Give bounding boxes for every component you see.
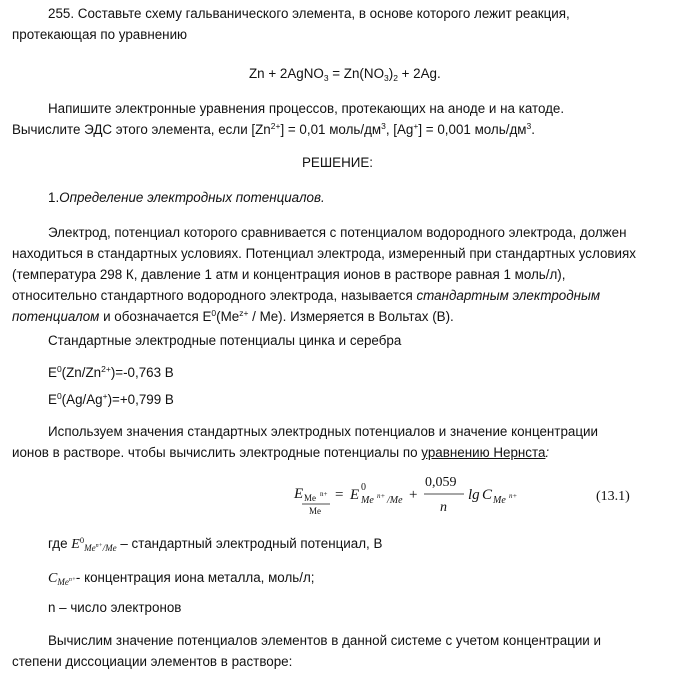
- formula-e-sub-nplus: n+: [320, 490, 328, 498]
- formula-equals: =: [335, 487, 344, 503]
- step-1-title: 1.Определение электродных потенциалов.: [48, 190, 325, 205]
- reaction-equation: Zn + 2AgNO$_3$ = $Zn(NO_3)_2 + 2Ag$.: [249, 66, 441, 83]
- formula-e0-sub-me: Me: [361, 495, 374, 506]
- formula-e-sub-me-bottom: Me: [309, 506, 321, 516]
- formula-e-sub-me: Me: [304, 493, 316, 503]
- paragraph-1-line-5: потенциалом и обозначается $E^0(Me^{z+} / Me)$. Измеряется в Вольтах (В).: [12, 308, 454, 324]
- formula-denominator: n: [440, 500, 447, 515]
- paragraph-1-line-2: находиться в стандартных условиях. Потенциал электрода, измеренный при стандартных условиях: [12, 246, 636, 261]
- paragraph-1-line-3: (температура 298 К, давление 1 атм и концентрация ионов в растворе равная 1 моль/л),: [12, 267, 566, 282]
- concentration-line: $C_{Me^{n+}}-$ концентрация иона металла, моль/л;: [48, 570, 315, 587]
- silver-potential: $E^0(Ag/Ag^+)=+0,799$ В: [48, 391, 174, 407]
- formula-c-sub-nplus: n+: [509, 492, 518, 500]
- formula-plus: +: [409, 487, 418, 503]
- standard-potentials-title: Стандартные электродные потенциалы цинка и серебра: [48, 333, 402, 348]
- paragraph-1-line-1: Электрод, потенциал которого сравнивается с потенциалом водородного электрода, должен: [48, 225, 627, 240]
- paragraph-3-line-1: Вычислим значение потенциалов элементов в данной системе с учетом концентрации и: [48, 633, 601, 648]
- where-e0-symbol: $E^0_{Me^{n+}/Me}$: [71, 535, 117, 553]
- paragraph-3-line-2: степени диссоциации элементов в растворе:: [12, 654, 293, 669]
- problem-line-2: протекающая по уравнению: [12, 27, 188, 42]
- paragraph-2-line-2: ионов в растворе. чтобы вычислить электродные потенциалы по уравнению Нернста:: [12, 445, 550, 460]
- concentration-symbol: $C_{Me^{n+}}$: [48, 571, 76, 587]
- problem-line-1: 255. Составьте схему гальванического элемента, в основе которого лежит реакция,: [48, 6, 570, 21]
- paragraph-1-line-4: относительно стандартного водородного электрода, называется стандартным электродным: [12, 288, 601, 303]
- formula-c: C: [482, 487, 493, 503]
- task-line-1: Напишите электронные уравнения процессов, протекающих на аноде и на катоде.: [48, 101, 565, 116]
- formula-c-sub-me: Me: [493, 495, 506, 506]
- formula-e: E: [294, 486, 304, 502]
- formula-e0-sub-nplus: n+: [377, 492, 386, 500]
- where-line: где $E^0_{Me^{n+}/Me}$ – стандартный электродный потенциал, В: [48, 535, 383, 553]
- zinc-potential: $E^0(Zn/Zn^{2+})=-0,763$ В: [48, 364, 174, 380]
- formula-numerator: 0,059: [425, 475, 457, 490]
- formula-e0-sub-slash-me: /Me: [387, 495, 403, 506]
- paragraph-2-line-1: Используем значения стандартных электродных потенциалов и значение концентрации: [48, 424, 598, 439]
- task-line-2: Вычислите ЭДС этого элемента, если $[Zn^{2+}] = 0,01$ моль/$дм^3$, [Ag+] = 0,001 моль/$дм^3$.: [12, 121, 535, 137]
- formula-number: (13.1): [596, 489, 630, 504]
- solution-heading: РЕШЕНИЕ:: [302, 155, 374, 170]
- electrons-line: n – число электронов: [48, 600, 182, 615]
- formula-e0: E: [350, 487, 360, 503]
- formula-lg: lg: [468, 487, 480, 503]
- nernst-equation-svg: [290, 472, 590, 522]
- formula-e0-sup: 0: [361, 482, 366, 493]
- nernst-equation: [290, 472, 590, 522]
